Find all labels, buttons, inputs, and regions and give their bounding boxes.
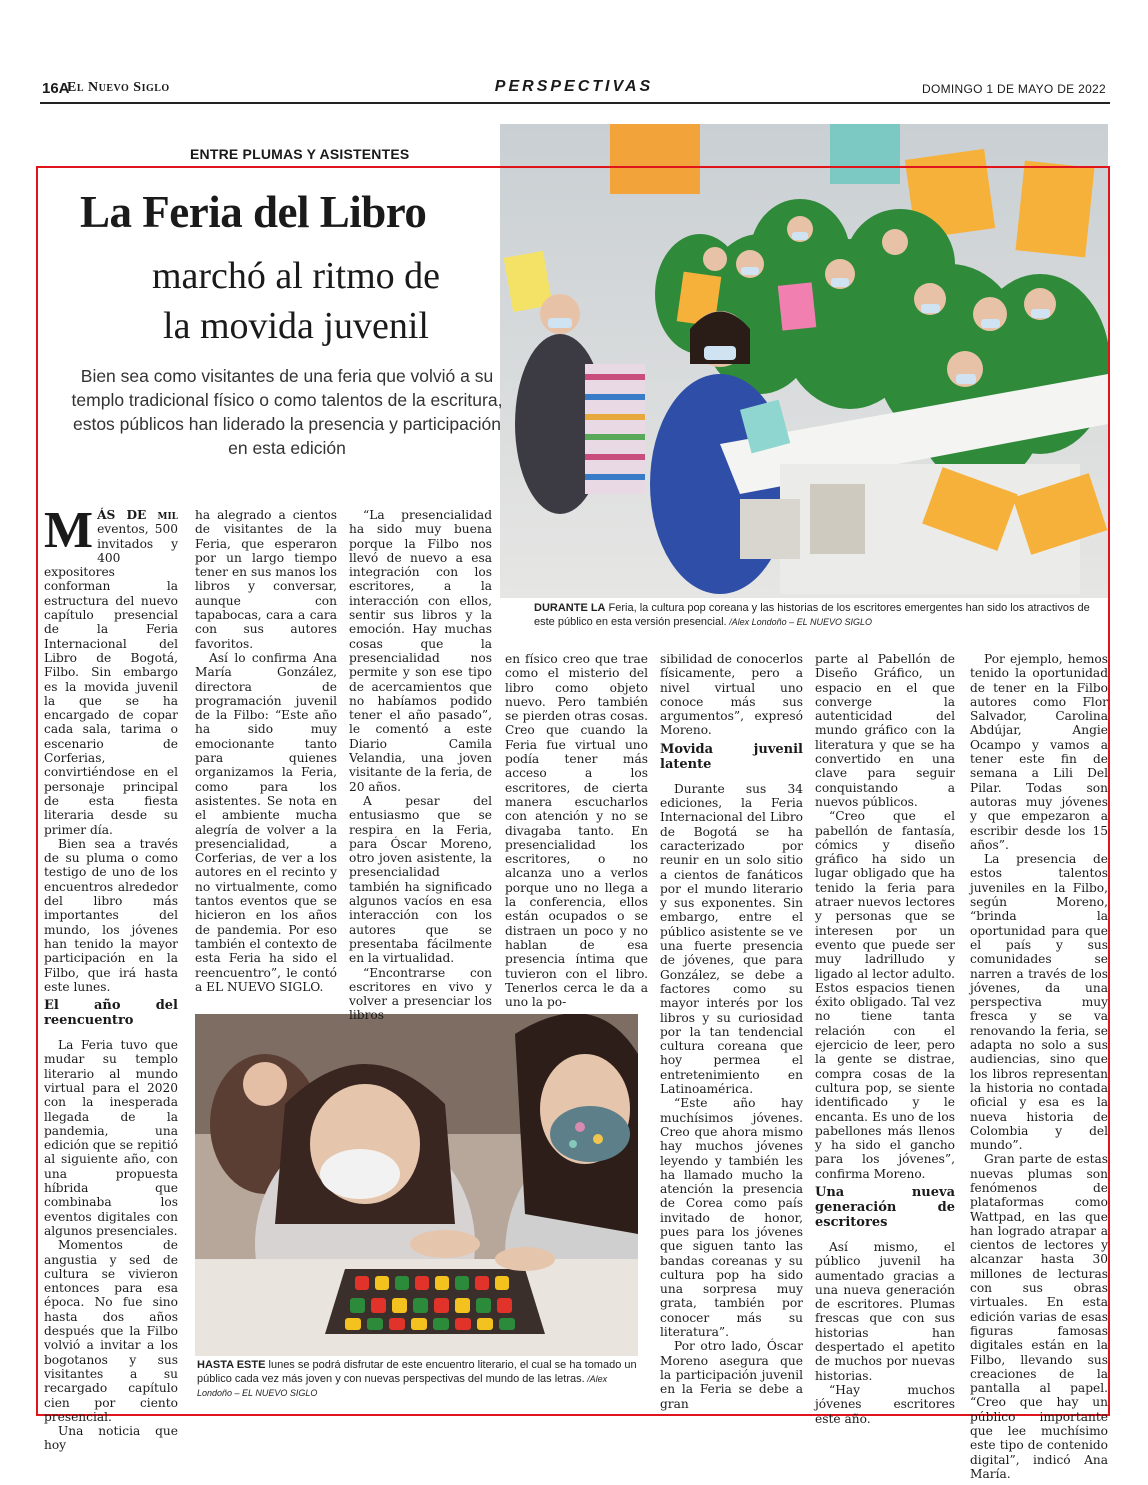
newspaper-name: El Nuevo Siglo	[67, 80, 170, 95]
paragraph: eventos, 500 invitados y 400 expositores conforman la estructura del nuevo capítulo presencial de la Feria Internacional del Libro de Bogotá, Filbo. Sin embargo es la movida juvenil la que se ha encargado de copar cada sala, tarima o escenario de Corferias, convirtiéndose en el personaje principal de esta fiesta literaria desde su primer día.	[44, 522, 178, 837]
caption-lead: HASTA ESTE	[197, 1359, 266, 1371]
lead-in: ÁS DE mil	[97, 508, 178, 522]
paragraph: “Hay muchos jóvenes escritores este año.	[815, 1382, 955, 1426]
paragraph: Así lo confirma Ana María González, directora de programación juvenil de la Filbo: “Este año ha sido muy emocionante tanto para quienes organizamos la Feria, como para los asistentes. Se nota en el ambiente mucha alegría de volver a la presencialidad, a Corferias, de ver a los autores en el recinto y no virtualmente, como tantos eventos que se hicieron en los años de pandemia. Por eso también el contexto de esta Feria ha sido el reencuentro”, le contó a EL NUEVO SIGLO.	[195, 650, 337, 994]
paragraph: Bien sea a través de su pluma o como testigo de uno de los encuentros alrededor del libro más importantes del mundo, los jóvenes han tenido la mayor participación en la Filbo, que irá hasta este lunes.	[44, 836, 178, 994]
headline-line-2: marchó al ritmo de	[151, 255, 441, 297]
paragraph: La Feria tuvo que mudar su templo literario al mundo virtual para el 2020 con la inesperada llegada de la pandemia, una edición que se repitió al siguiente año, con una propuesta híbrida que combinaba los eventos digitales con algunos presenciales.	[44, 1038, 178, 1238]
caption-lead: DURANTE LA	[534, 602, 606, 614]
drop-cap: M	[44, 502, 94, 559]
subheading: El año del reencuentro	[44, 998, 178, 1029]
paragraph: “La presencialidad ha sido muy buena porque la Filbo nos llevó de nuevo a esa integración con los escritores, a la interacción con ellos, sentir sus libros y la emoción. Hay muchas cosas que la presencialidad nos permite y son ese tipo de acercamientos que no habíamos podido tener el año pasado”, le comentó a este Diario Camila Velandia, una joven visitante de la feria, de 20 años.	[349, 508, 492, 794]
photo-top-caption	[534, 601, 1104, 629]
body-column-2	[195, 508, 337, 994]
paragraph: en físico creo que trae como el misterio del libro como objeto nuevo. Pero también se pierden otras cosas. Creo que cuando la Feria fue virtual uno podía tener más acceso a los escritores, de cierta manera escucharlos con atención y no se divagaba tanto. En presencialidad los escritores, o no alcanza uno a verlos porque uno no llega a la conferencia, ellos están ocupados o se distraen un poco y no hablan de esa presencia íntima que tuvieron con el libro. Tenerlos cerca le da a uno la po-	[505, 652, 648, 1010]
subheading: Una nueva generación de escritores	[815, 1184, 955, 1230]
paragraph: La presencia de estos talentos juveniles en la Filbo, según Moreno, “brinda la oportunidad para que el país y sus comunidades se narren a través de los jóvenes, da una perspectiva muy fresca y se va renovando la feria, se adapta no solo a sus audiencias, sino que los libros representan la historia no contada oficial y esa es la nueva historia de Colombia y del mundo”.	[970, 852, 1108, 1153]
kicker: ENTRE PLUMAS Y ASISTENTES	[190, 146, 410, 162]
body-column-3	[349, 508, 492, 1023]
body-column-5	[660, 652, 803, 1411]
paragraph: Gran parte de estas nuevas plumas son fenómenos de plataformas como Wattpad, en las que han logrado atrapar a cientos de lectores y alcanzar hasta 30 millones de lecturas con sus obras virtuales. En esta edición varias de esas figuras famosas digitales están en la Filbo, llevando sus creaciones de la pantalla al papel. “Creo que hay un público importante que lee muchísimo este tipo de contenido digital”, indicó Ana María.	[970, 1152, 1108, 1481]
photo-bottom-caption	[197, 1358, 637, 1400]
paragraph: Una noticia que hoy	[44, 1424, 178, 1453]
caption-text: Feria, la cultura pop coreana y las historias de los escritores emergentes han sido los atractivos de este público en esta versión presencial.	[534, 602, 1090, 628]
paragraph: Momentos de angustia y sed de cultura se vivieron entonces para esa época. No fue sino hasta dos años después que la Filbo volvió a invitar a los bogotanos y sus visitantes a su recargado capítulo cien por ciento presencial.	[44, 1238, 178, 1424]
deck: Bien sea como visitantes de una feria que volvió a su templo tradicional físico o como talentos de la escritura, estos públicos han liderado la presencia y participación en esta edición	[71, 366, 503, 458]
body-column-7	[970, 652, 1108, 1481]
paragraph: “Este año hay muchísimos jóvenes. Creo que ahora mismo hay muchos jóvenes leyendo y también les ha llamado mucho la atención la presencia de Corea como país invitado de honor, pues para los jóvenes que siguen tanto las bandas coreanas y su cultura pop ha sido una sorpresa muy grata, también por conocer más su literatura”.	[660, 1096, 803, 1340]
paragraph: Durante sus 34 ediciones, la Feria Internacional del Libro de Bogotá se ha caracterizado por reunir en un solo sitio a cientos de fanáticos por el mundo literario y sus exponentes. Sin embargo, entre el público asistente se ve una fuerte presencia de jóvenes, que para González, se debe a factores como su mayor interés por los libros y su curiosidad por la tan tendencial cultura coreana que hoy permea el entretenimiento en Latinoamérica.	[660, 781, 803, 1097]
caption-text: lunes se podrá disfrutar de este encuentro literario, el cual se ha tomado un público cada vez más joven y con nuevas perspectivas del mundo de las letras.	[197, 1359, 637, 1385]
paragraph: A pesar del entusiasmo que se respira en la Feria, para Óscar Moreno, otro joven asistente, la presencialidad también ha significado algunos vacíos en esa interacción con los autores que se presentaba fácilmente en la virtualidad.	[349, 793, 492, 966]
headline-line-1: La Feria del Libro	[80, 187, 427, 237]
paragraph: ha alegrado a cientos de visitantes de la Feria, que esperaron por un largo tiempo tener en sus manos los libros y conversar, aunque con tapabocas, cara a cara con sus autores favoritos.	[195, 508, 337, 651]
photo-credit: /Alex Londoño – EL NUEVO SIGLO	[197, 1374, 608, 1398]
paragraph: Por otro lado, Óscar Moreno asegura que la participación juvenil en la Feria se debe a gran	[660, 1339, 803, 1411]
paragraph: Por ejemplo, hemos tenido la oportunidad de tener en la Filbo autores como Flor Salvador, Carolina Abdújar, Angie Ocampo y vamos a tener este fin de semana a Lili Del Pilar. Todas son autoras muy jóvenes y que empezaron a escribir desde los 15 años”.	[970, 652, 1108, 852]
body-column-4	[505, 652, 648, 1009]
paragraph: Así mismo, el público juvenil ha aumentado gracias a una nueva generación de escritores. Plumas frescas que con sus historias han despertado el apetito de muchos por nuevas historias.	[815, 1239, 955, 1383]
paragraph: “Creo que el pabellón de fantasía, cómics y diseño gráfico ha sido un lugar obligado que ha tenido la feria para atraer nuevos lectores y personas que se interesen por un evento que puede ser muy ladrilludo y ligado al lector adulto. Estos espacios tienen éxito obligado. Tal vez no tiene tanta relación con el ejercicio de leer, pero la gente se distrae, compra cosas de la cultura pop, se siente identificado y le encanta. Es uno de los pabellones más llenos y ha sido el gancho para los jóvenes”, confirma Moreno.	[815, 809, 955, 1181]
paragraph: sibilidad de conocerlos físicamente, pero a nivel virtual uno conoce más sus argumentos”, expresó Moreno.	[660, 652, 803, 738]
issue-date: DOMINGO 1 DE MAYO DE 2022	[922, 82, 1106, 96]
subheading: Movida juvenil latente	[660, 741, 803, 772]
body-column-1	[44, 502, 178, 1453]
body-column-6	[815, 652, 955, 1426]
headline-line-3: la movida juvenil	[163, 305, 429, 347]
paragraph: parte al Pabellón de Diseño Gráfico, un espacio en el que converge la autenticidad del mundo gráfico con la literatura y que se ha convertido en una clave para seguir conquistando a nuevos públicos.	[815, 652, 955, 809]
photo-credit: /Alex Londoño – EL NUEVO SIGLO	[726, 617, 873, 627]
page-number: 16A	[42, 80, 70, 97]
header-rule	[40, 102, 1110, 104]
paragraph: “Encontrarse con escritores en vivo y volver a presenciar los libros	[349, 965, 492, 1023]
section-title: PERSPECTIVAS	[494, 78, 654, 95]
